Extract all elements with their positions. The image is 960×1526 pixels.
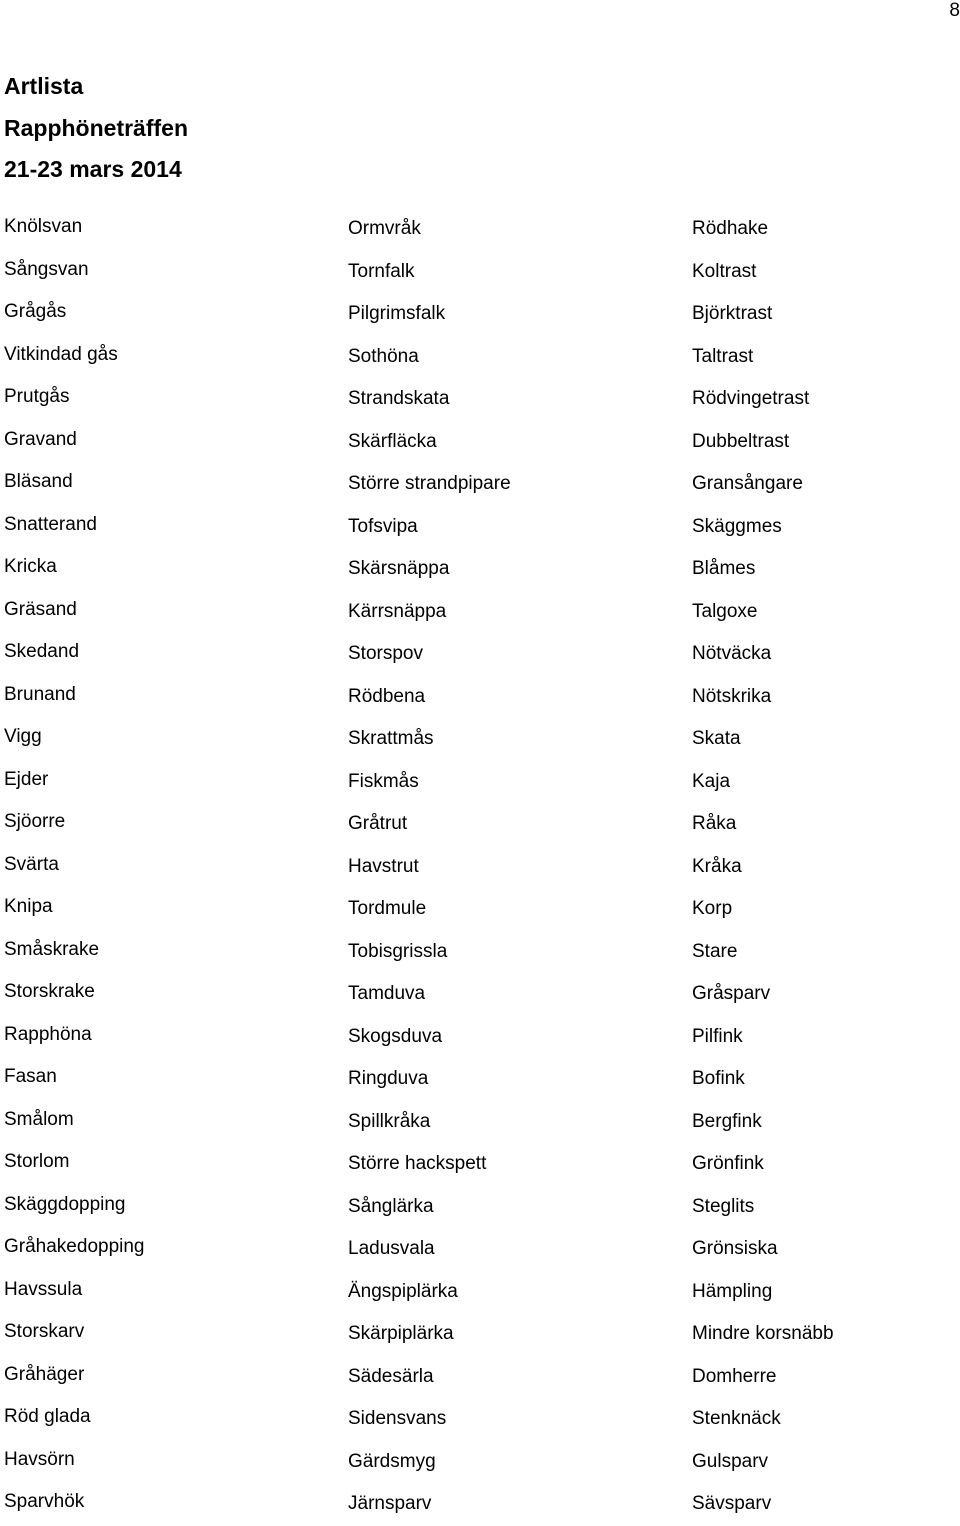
species-item: Sidensvans [348, 1408, 447, 1429]
species-item: Tobisgrissla [348, 940, 448, 962]
species-item: Skogsduva [348, 1025, 443, 1047]
species-item: Domherre [692, 1365, 777, 1387]
species-item: Sjöorre [4, 811, 66, 832]
species-item: Skärpiplärka [348, 1323, 454, 1344]
species-item: Ormvråk [348, 218, 421, 239]
species-item: Större hackspett [348, 1153, 487, 1174]
species-item: Gråhäger [4, 1363, 85, 1385]
species-item: Hämpling [692, 1280, 773, 1302]
species-item: Rödbena [348, 685, 426, 707]
species-item: Rödvingetrast [692, 388, 810, 409]
species-item: Sånglärka [348, 1195, 434, 1217]
species-item: Fasan [4, 1066, 57, 1087]
species-item: Skrattmås [348, 728, 434, 749]
species-item: Stenknäck [692, 1408, 781, 1429]
species-item: Tofsvipa [348, 515, 418, 537]
species-item: Bofink [692, 1068, 745, 1089]
species-item: Nötväcka [692, 643, 772, 664]
species-item: Steglits [692, 1195, 755, 1217]
species-item: Gräsand [4, 598, 77, 620]
heading-date: 21-23 mars 2014 [4, 156, 182, 183]
species-item: Brunand [4, 683, 76, 705]
species-item: Gråsparv [692, 983, 771, 1004]
species-item: Storspov [348, 643, 423, 664]
document-heading [4, 66, 188, 191]
species-item: Storskrake [4, 981, 95, 1002]
species-item: Småskrake [4, 938, 100, 960]
species-item: Tornfalk [348, 260, 415, 282]
species-item: Sångsvan [4, 258, 89, 280]
species-item: Havssula [4, 1278, 83, 1300]
species-item: Grågås [4, 301, 67, 322]
species-item: Gravand [4, 428, 77, 450]
species-item: Björktrast [692, 303, 773, 324]
species-item: Talgoxe [692, 600, 758, 622]
species-item: Skäggmes [692, 515, 782, 537]
species-item: Järnsparv [348, 1493, 432, 1514]
species-item: Stare [692, 940, 738, 962]
species-item: Skärsnäppa [348, 558, 450, 579]
species-item: Skäggdopping [4, 1193, 126, 1215]
species-item: Havstrut [348, 855, 419, 877]
species-item: Gråtrut [348, 813, 408, 834]
species-item: Sädesärla [348, 1365, 434, 1387]
species-item: Skärfläcka [348, 430, 437, 452]
species-item: Knipa [4, 896, 53, 917]
species-item: Rapphöna [4, 1023, 92, 1045]
species-item: Spillkråka [348, 1110, 431, 1132]
species-item: Nötskrika [692, 685, 772, 707]
species-item: Råka [692, 813, 737, 834]
species-item: Skedand [4, 641, 80, 662]
species-item: Taltrast [692, 345, 754, 367]
species-item: Ladusvala [348, 1238, 435, 1259]
species-item: Vitkindad gås [4, 343, 118, 365]
species-item: Grönsiska [692, 1238, 778, 1259]
species-item: Svärta [4, 853, 59, 875]
species-item: Gransångare [692, 473, 803, 494]
species-item: Ringduva [348, 1068, 429, 1089]
species-item: Havsörn [4, 1448, 75, 1470]
species-item: Prutgås [4, 386, 70, 407]
species-item: Pilfink [692, 1025, 743, 1047]
species-item: Pilgrimsfalk [348, 303, 446, 324]
species-item: Bläsand [4, 471, 73, 492]
species-item: Blåmes [692, 558, 756, 579]
species-column-2 [348, 208, 511, 1526]
species-item: Sävsparv [692, 1493, 772, 1514]
page-number: 8 [949, 0, 960, 21]
species-item: Sothöna [348, 345, 419, 367]
species-item: Gärdsmyg [348, 1450, 436, 1472]
species-item: Koltrast [692, 260, 757, 282]
species-item: Kråka [692, 855, 742, 877]
species-item: Vigg [4, 726, 42, 747]
species-item: Bergfink [692, 1110, 762, 1132]
species-item: Ängspiplärka [348, 1280, 458, 1302]
species-item: Gulsparv [692, 1450, 769, 1472]
species-item: Knölsvan [4, 216, 83, 237]
species-item: Rödhake [692, 218, 769, 239]
species-item: Korp [692, 898, 733, 919]
species-item: Snatterand [4, 513, 97, 535]
species-item: Fiskmås [348, 770, 419, 792]
species-item: Ejder [4, 768, 49, 790]
species-item: Mindre korsnäbb [692, 1323, 834, 1344]
species-item: Skata [692, 728, 741, 749]
species-item: Kaja [692, 770, 731, 792]
species-item: Tordmule [348, 898, 427, 919]
species-item: Större strandpipare [348, 473, 511, 494]
species-item: Grönfink [692, 1153, 764, 1174]
species-column-3 [692, 208, 834, 1526]
species-item: Smålom [4, 1108, 74, 1130]
species-item: Tamduva [348, 983, 426, 1004]
species-item: Kricka [4, 556, 57, 577]
heading-title: Artlista [4, 73, 84, 99]
species-item: Röd glada [4, 1406, 91, 1427]
species-item: Storlom [4, 1151, 70, 1172]
species-item: Storskarv [4, 1321, 85, 1342]
species-item: Sparvhök [4, 1491, 85, 1512]
species-item: Strandskata [348, 388, 450, 409]
species-column-1 [4, 206, 145, 1524]
species-item: Kärrsnäppa [348, 600, 447, 622]
species-item: Gråhakedopping [4, 1236, 145, 1257]
species-item: Dubbeltrast [692, 430, 790, 452]
heading-event: Rapphöneträffen [4, 114, 188, 141]
